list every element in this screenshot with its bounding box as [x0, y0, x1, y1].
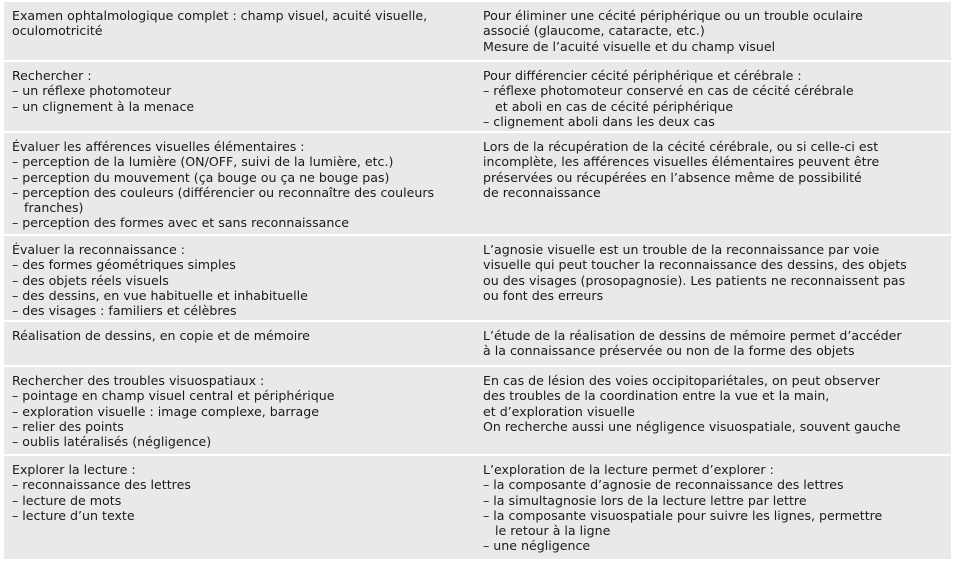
text-line: à la connaissance préservée ou non de la forme des objets	[483, 343, 855, 359]
text-line: – perception de la lumière (ON/OFF, suivi de la lumière, etc.)	[12, 154, 394, 170]
text-line: Réalisation de dessins, en copie et de mémoire	[12, 328, 310, 343]
text-line: le retour à la ligne	[483, 523, 611, 539]
purpose-cell	[476, 367, 951, 454]
purpose-cell	[476, 456, 951, 559]
exam-cell	[4, 62, 474, 131]
table-row	[4, 456, 951, 559]
text-line: franches)	[12, 200, 84, 216]
exam-cell	[4, 367, 474, 454]
purpose-cell	[476, 62, 951, 131]
text-line: – reconnaissance des lettres	[12, 477, 191, 493]
text-line: associé (glaucome, cataracte, etc.)	[483, 23, 705, 39]
text-line: – des objets réels visuels	[12, 272, 169, 288]
text-line: Examen ophtalmologique complet : champ visuel, acuité visuelle,	[12, 8, 428, 23]
text-line: – oublis latéralisés (négligence)	[12, 434, 212, 450]
table-row	[4, 2, 951, 60]
purpose-cell	[476, 322, 951, 365]
text-line: – perception des formes avec et sans reconnaissance	[12, 215, 350, 231]
text-line: – une négligence	[483, 538, 591, 554]
exam-cell	[4, 2, 474, 60]
text-line: incomplète, les afférences visuelles élémentaires peuvent être	[483, 154, 880, 170]
text-line: Explorer la lecture :	[12, 462, 136, 477]
purpose-cell	[476, 2, 951, 60]
text-line: et aboli en cas de cécité périphérique	[483, 98, 734, 114]
text-line: L’agnosie visuelle est un trouble de la reconnaissance par voie	[483, 242, 880, 257]
text-line: – la composante visuospatiale pour suivre les lignes, permettre	[483, 507, 883, 523]
text-line: – un clignement à la menace	[12, 98, 195, 114]
exam-cell	[4, 133, 474, 234]
text-line: ou font des erreurs	[483, 287, 604, 303]
text-line: En cas de lésion des voies occipitopariétales, on peut observer	[483, 373, 880, 388]
purpose-cell	[476, 133, 951, 234]
text-line: – relier des points	[12, 418, 124, 434]
text-line: et d’exploration visuelle	[483, 403, 635, 419]
table-row	[4, 236, 951, 320]
text-line: Pour éliminer une cécité périphérique ou un trouble oculaire	[483, 8, 863, 23]
text-line: – clignement aboli dans les deux cas	[483, 113, 715, 129]
text-line: Rechercher :	[12, 68, 92, 83]
text-line: L’exploration de la lecture permet d’explorer :	[483, 462, 774, 477]
text-line: Évaluer les afférences visuelles élémentaires :	[12, 139, 305, 154]
text-line: – perception du mouvement (ça bouge ou ça ne bouge pas)	[12, 169, 390, 185]
text-line: – la simultagnosie lors de la lecture lettre par lettre	[483, 492, 807, 508]
exam-cell	[4, 322, 474, 365]
text-line: – des visages : familiers et célèbres	[12, 303, 237, 319]
text-line: On recherche aussi une négligence visuospatiale, souvent gauche	[483, 418, 901, 434]
text-line: Rechercher des troubles visuospatiaux :	[12, 373, 265, 388]
purpose-cell	[476, 236, 951, 320]
text-line: – pointage en champ visuel central et périphérique	[12, 388, 335, 404]
exam-cell	[4, 236, 474, 320]
exam-table	[4, 2, 951, 561]
text-line: des troubles de la coordination entre la vue et la main,	[483, 388, 830, 404]
text-line: Pour différencier cécité périphérique et cérébrale :	[483, 68, 802, 83]
table-row	[4, 367, 951, 454]
text-line: ou des visages (prosopagnosie). Les patients ne reconnaissent pas	[483, 272, 906, 288]
table-row	[4, 133, 951, 234]
text-line: – perception des couleurs (différencier ou reconnaître des couleurs	[12, 184, 435, 200]
text-line: préservées ou récupérées en l’absence même de possibilité	[483, 169, 862, 185]
exam-cell	[4, 456, 474, 559]
text-line: – réflexe photomoteur conservé en cas de cécité cérébrale	[483, 83, 854, 99]
table-row	[4, 322, 951, 365]
text-line: – des formes géométriques simples	[12, 257, 236, 273]
text-line: oculomotricité	[12, 23, 103, 39]
text-line: Évaluer la reconnaissance :	[12, 242, 185, 257]
table-row	[4, 62, 951, 131]
text-line: visuelle qui peut toucher la reconnaissance des dessins, des objets	[483, 257, 907, 273]
text-line: de reconnaissance	[483, 184, 601, 200]
text-line: – un réflexe photomoteur	[12, 83, 172, 99]
text-line: Lors de la récupération de la cécité cérébrale, ou si celle-ci est	[483, 139, 879, 154]
text-line: Mesure de l’acuité visuelle et du champ visuel	[483, 38, 776, 54]
text-line: – la composante d’agnosie de reconnaissance des lettres	[483, 477, 844, 493]
text-line: L’étude de la réalisation de dessins de mémoire permet d’accéder	[483, 328, 902, 343]
text-line: – des dessins, en vue habituelle et inhabituelle	[12, 287, 308, 303]
text-line: – lecture d’un texte	[12, 507, 135, 523]
text-line: – lecture de mots	[12, 492, 122, 508]
text-line: – exploration visuelle : image complexe, barrage	[12, 403, 320, 419]
